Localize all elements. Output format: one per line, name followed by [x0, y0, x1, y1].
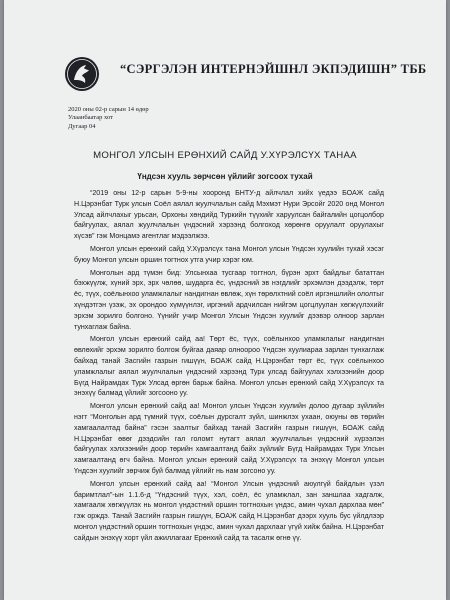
body-paragraph: Монгол улсын ерөнхий сайд У.Хүрэлсүх тана Монгол улсын Үндсэн хуулийн тухай хэсэг буюу Монгол улсын оршин тогтнох утга учир хэрэг юм. — [74, 244, 384, 264]
body-paragraph: Монгол улсын ерөнхий сайд аа! “Монгол Улсын үндэсний аюулгүй байдлын үзэл баримтлал”-ын 1.1.6-д “Үндэсний түүх, хэл, соёл, ёс уламжлал, зан заншлаа хадгалж, хамгаалж хөгжүүлэх нь монгол үндэстний оршин тогтнохын үндэс, амин чухал дархлаа мөн” гэж орждэ. Танай Засгийн газрын гишүүн, БОАЖ сайд Н.Цэрэнбат дээрх хууль бус үйлдлээр монгол үндэстний оршин тогтнохын үндэс, амин чухал дархлааг үгүй хийж байна. Н.Цэрэнбат сайдын энэхүү хорт үйл ажиллагааг Ерөнхий сайд та тасалж өгнө үү. — [74, 479, 384, 542]
organization-name: “СЭРГЭЛЭН ИНТЕРНЭЙШНЛ ЭКПЭДИШН” ТББ — [120, 62, 427, 76]
letter-meta — [68, 106, 149, 131]
letter-title: МОНГОЛ УЛСЫН ЕРӨНХИЙ САЙД У.ХҮРЭЛСҮХ ТАНАА — [93, 150, 357, 161]
eagle-emblem-icon — [64, 56, 100, 92]
letter-place: Улаанбаатар хот — [68, 114, 113, 122]
body-paragraph: Монголын ард түмэн бид: Улсынхаа тусгаар тогтнол, бүрэн эрхт байдлыг бататтан бэхжүүлж, хүний эрх, эрх чөлөө, шударга ёс, үндэсний эв нэгдлийг эрхэмлэн дээдэлж, төрт ёс, түүх, соёлынхоо уламжлалыг нандигнан өвлөж, хүн төрөлхтний соёл иргэншлийн ололтыг хүндэтгэн үзэж, эх орондоо хүмүүнлэг, иргэний ардчилсан нийгэм цогцлуулан хөгжүүлэхийг эрхэм зорилго болгоно. Үүнийг учир Монгол Улсын Үндсэн хуулийг дээвэр олноор зарлан тунхаглаж байна. — [74, 268, 384, 331]
letter-subject: Үндсэн хууль зөрчсөн үйлийг зогсоох тухай — [137, 172, 313, 181]
body-paragraph: Монгол улсын ерөнхий сайд аа! Төрт ёс, түүх, соёлынхоо уламжлалыг нандигнан өвлөхийг эрхэм зорилго болгож буйгаа даяар олноороо Үндсэн хуулиараа зарлан тунхаглаж байхад танай Засгийн газрын гишүүн, БОАЖ сайд Н.Цэрэнбат төрт ёс, түүх соёлынхоо уламжлалыг аялал жуулчлалын үндэсний хэрээнд Турк улсад байгуулах хэлхээнийн доор Бүгд Найрамдах Турк Улсад өргөн барьж байна. Монгол улсын ерөнхий сайд У.Хүрэлсүх та энэхүү балмад үйлийг зогсооно уу. — [74, 335, 384, 398]
letter-number: Дугаар 04 — [68, 122, 96, 130]
body-paragraph: Монгол улсын ерөнхий сайд аа! Монгол улсын Үндсэн хуулийн долоо дугаар зүйлийн нэгт “Монголын ард түмний түүх, соёлын дурсгалт зүйл, шинжлэх ухаан, оюуны өв төрийн хамгаалалтад байна” гэсэн заалтыг байхад танай Засгийн газрын гишүүн, БОАЖ сайд Н.Цэрэнбат өвөг дээдсийн гал голомт нутагт аялал жуулчлалын үндэсний хүрээлэн байгуулах хэлхээнийн доор төрийн хамгаалтанд байх зүйлийг Бүгд Найрамдах Турк Улсын хамгаалтанд өгч байна. Монгол улсын ерөнхий сайд У.Хүрэлсүх та энэхүү Монгол улсын Үндсэн хуулийг зөрчиж буй балмад үйлийг нь нам зогсоно уу. — [74, 402, 384, 475]
letter-page — [4, 0, 446, 600]
letter-date: 2020 оны 02-р сарын 14 өдөр — [68, 106, 149, 113]
letter-body — [74, 188, 384, 546]
body-paragraph: “2019 оны 12-р сарын 5-9-ны хооронд БНТУ-д айлчлал хийх үедээ БОАЖ сайд Н.Цэрэнбат Турк улсын Соёл аялал жуулчлалын сайд Мэхмэт Нури Эрсойг 2020 онд Монгол Улсад айлчлахыг урьсан, Орхоны хөндийд Туркийн түүхийг харуулсан байгалийн цогцолбор байгуулах, аялал жуулчлалын үндэсний хэрээнд болгоход хөрөнгө оруулалт оруулахыг хүсэв” гэж Монцамэ агентлаг мэдээлжээ. — [74, 189, 384, 241]
